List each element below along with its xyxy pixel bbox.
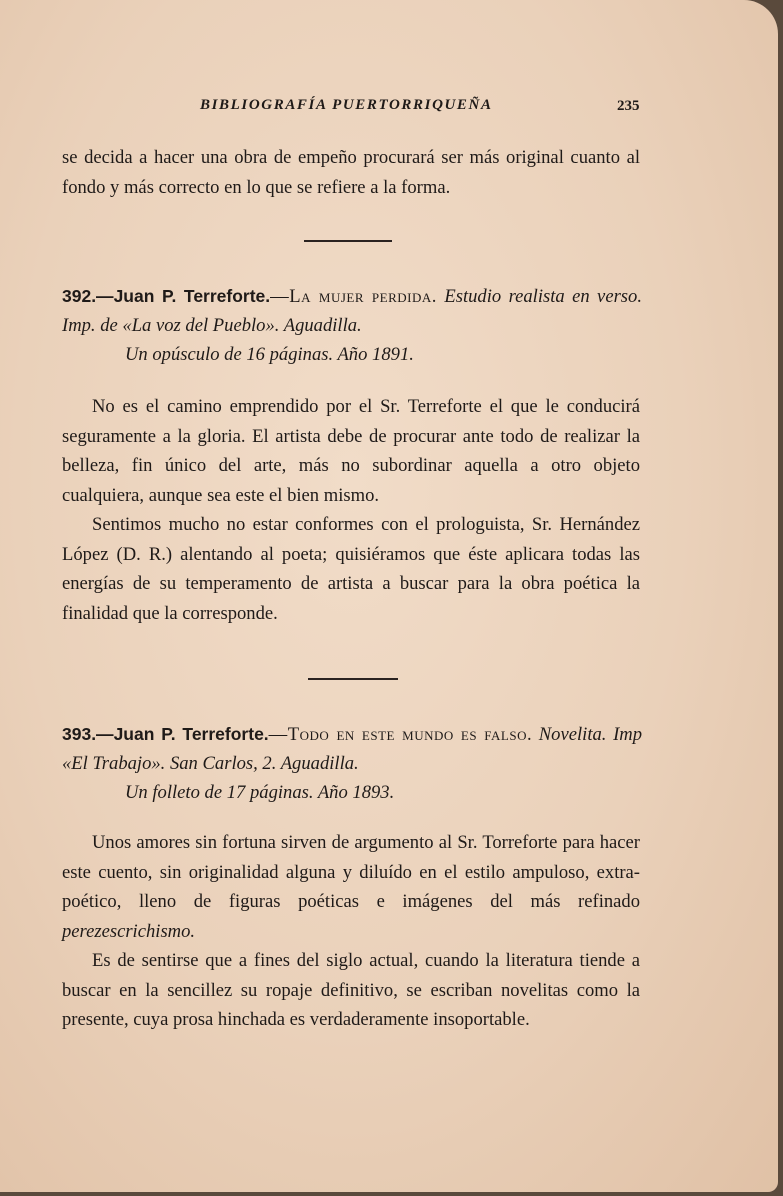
commentary-paragraph [62,828,640,946]
entry-title: —La mujer perdida. [270,286,437,307]
entry-author: Juan P. Terreforte. [113,724,269,744]
page-number: 235 [617,98,640,114]
running-title: BIBLIOGRAFÍA PUERTORRIQUEÑA [200,97,493,113]
entry-title: —Todo en este mundo es falso. [268,724,533,745]
section-divider [308,678,398,680]
intro-text: se decida a hacer una obra de empeño procurará ser más original cuanto al fondo y más correcto en lo que se refiere a la forma. [62,147,640,198]
commentary-italic-term: perezescrichismo. [62,920,196,942]
commentary-paragraph: Es de sentirse que a fines del siglo actual, cuando la literatura tiende a buscar en la sencillez su ropaje definitivo, se escriban novelitas como la presente, cuya prosa hinchada es verdaderamente insoportable. [62,950,640,1030]
entry-description: Novelita. Imp «El Trabajo». San Carlos, 2. Aguadilla. [62,724,643,774]
entry-number: 392.— [62,286,114,306]
entry-description: Estudio realista en verso. Imp. de «La voz del Pueblo». Aguadilla. [62,286,642,336]
intro-paragraph [62,143,640,202]
commentary-paragraph: Sentimos mucho no estar conformes con el prologuista, Sr. Hernández López (D. R.) alentando al poeta; quisiéramos que éste aplicara todas las energías de su temperamento de artista a buscar para la obra poética la finalidad que la corresponde. [62,514,640,624]
bibliography-entry-392 [62,282,642,369]
entry-publication-info: Un folleto de 17 páginas. Año 1893. [125,782,395,803]
commentary-paragraph: No es el camino emprendido por el Sr. Terreforte el que le conducirá seguramente a la gloria. El artista debe de procurar ante todo de realizar la belleza, fin único del arte, más no subordinar aquella a otro objeto cualquiera, aunque sea este el bien mismo. [62,396,640,506]
section-divider [304,240,392,242]
bibliography-entry-393 [62,720,642,807]
entry-publication-info: Un opúsculo de 16 páginas. Año 1891. [125,344,414,365]
entry-author: Juan P. Terreforte. [113,286,271,306]
entry-392-commentary [62,392,640,628]
entry-393-commentary [62,828,640,1035]
commentary-text: Unos amores sin fortuna sirven de argumento al Sr. Torreforte para hacer este cuento, sin originalidad alguna y diluído en el estilo ampuloso, extra-poético, lleno de figuras poéticas e imágenes del más refinado [62,832,640,912]
entry-number: 393.— [62,724,114,744]
